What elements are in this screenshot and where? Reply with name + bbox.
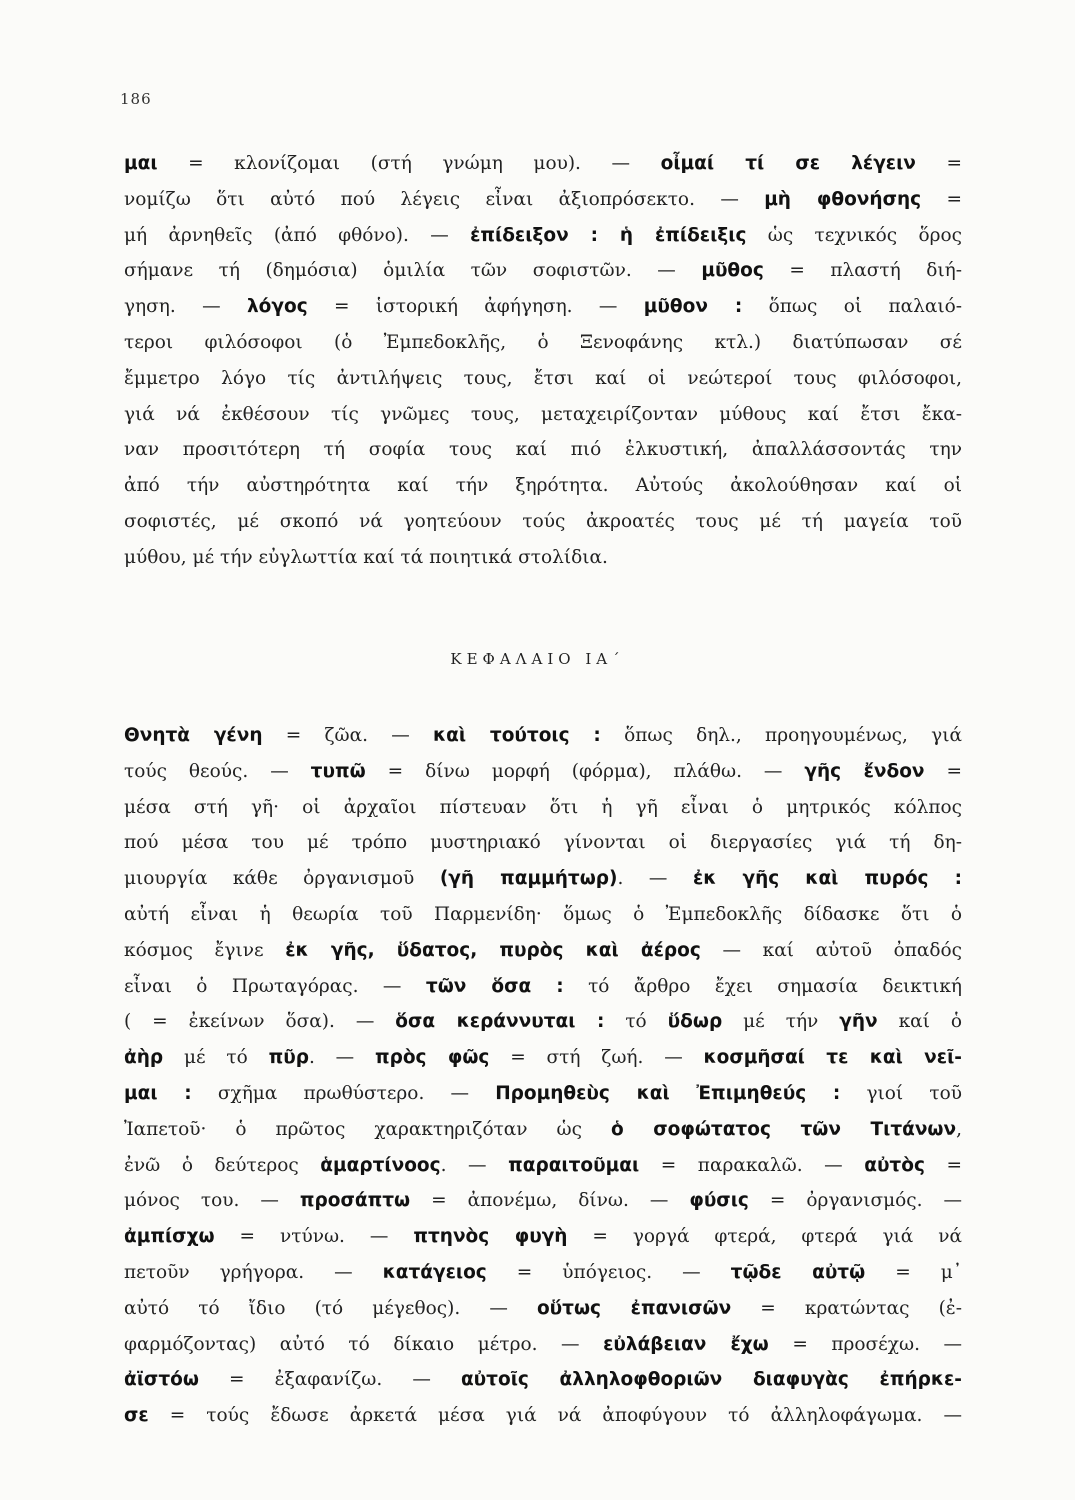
- gloss-text: μέ τήν: [722, 1011, 840, 1033]
- gloss-text: . —: [617, 868, 693, 890]
- gloss-text: = τούς ἔδωσε ἀρκετά μέσα γιά νά ἀποφύγουν τό ἀλληλοφάγωμα. —: [148, 1405, 962, 1427]
- lemma-term: οὕτως ἐπανισῶν: [536, 1297, 732, 1319]
- lemma-term: μαι: [124, 153, 158, 174]
- gloss-text: καί ὁ: [877, 1011, 962, 1033]
- gloss-text: — καί αὐτοῦ ὀπαδός: [700, 939, 962, 961]
- gloss-text: = κλονίζομαι (στή γνώμη μου). —: [157, 153, 661, 174]
- gloss-text: εἶναι ὁ Πρωταγόρας. —: [124, 975, 426, 997]
- glossary-paragraph-top: [124, 146, 962, 576]
- lemma-term: ὅσα κεράννυται :: [395, 1011, 605, 1033]
- gloss-text: σχῆμα πρωθύστερο. —: [191, 1082, 496, 1104]
- text-line: [124, 1076, 962, 1112]
- lemma-term: ἐκ γῆς, ὕδατος, πυρὸς καὶ ἀέρος: [285, 939, 701, 961]
- gloss-text: = στή ζωή. —: [489, 1047, 704, 1069]
- gloss-text: ὡς τεχνικός ὅρος: [746, 224, 962, 246]
- text-line: [124, 540, 962, 576]
- gloss-text: ἐνῶ ὁ δεύτερος: [124, 1154, 321, 1176]
- lemma-term: αὐτὸς: [864, 1154, 925, 1176]
- lemma-term: τῶν ὅσα :: [425, 975, 564, 997]
- gloss-text: = μ᾽: [865, 1261, 963, 1283]
- gloss-text: μόνος του. —: [124, 1190, 300, 1212]
- chapter-heading: ΚΕΦΑΛΑΙΟ ΙΑ΄: [450, 650, 625, 668]
- text-line: [124, 397, 962, 433]
- text-line: [124, 861, 962, 897]
- lemma-term: σε: [124, 1405, 149, 1427]
- text-line: [124, 1112, 962, 1148]
- lemma-term: προσάπτω: [299, 1190, 411, 1212]
- text-line: [124, 182, 962, 218]
- text-line: [124, 1004, 962, 1040]
- text-line: [124, 361, 962, 397]
- lemma-term: μῦθος: [701, 260, 764, 282]
- gloss-text: μύθου, μέ τήν εὐγλωττία καί τά ποιητικά στολίδια.: [124, 546, 608, 568]
- text-line: [124, 1327, 962, 1363]
- text-line: [124, 468, 962, 504]
- lemma-term: ἐκ γῆς καὶ πυρός :: [692, 868, 962, 890]
- text-line: [124, 1219, 962, 1255]
- text-line: [124, 253, 962, 289]
- lemma-term: παραιτοῦμαι: [508, 1154, 640, 1176]
- gloss-text: ,: [956, 1118, 963, 1140]
- text-line: [124, 1148, 962, 1184]
- gloss-text: = ντύνω. —: [214, 1226, 414, 1248]
- text-line: [124, 504, 962, 540]
- text-line: [124, 825, 962, 861]
- gloss-text: κόσμος ἔγινε: [124, 939, 286, 961]
- gloss-text: ἔμμετρο λόγο τίς ἀντιλήψεις τους, ἔτσι καί οἱ νεώτεροί τους φιλόσοφοι,: [124, 367, 962, 389]
- gloss-text: φαρμόζοντας) αὐτό τό δίκαιο μέτρο. —: [124, 1333, 604, 1355]
- gloss-text: μιουργία κάθε ὀργανισμοῦ: [124, 868, 440, 890]
- lemma-term: φύσις: [689, 1190, 749, 1212]
- text-line: [124, 218, 962, 254]
- lemma-term: λόγος: [246, 296, 308, 318]
- lemma-term: εὐλάβειαν ἔχω: [603, 1333, 769, 1355]
- gloss-text: = ἐξαφανίζω. —: [198, 1369, 461, 1391]
- lemma-term: μῦθον :: [643, 296, 743, 318]
- gloss-text: νομίζω ὅτι αὐτό πού λέγεις εἶναι ἀξιοπρόσεκτο. —: [124, 188, 765, 210]
- lemma-term: ἁμαρτίνοος: [320, 1154, 441, 1176]
- gloss-text: =: [924, 760, 962, 782]
- text-line: [124, 1398, 962, 1434]
- text-line: [124, 1255, 962, 1291]
- lemma-term: κατάγειος: [382, 1261, 487, 1283]
- text-line: [124, 897, 962, 933]
- gloss-text: τεροι φιλόσοφοι (ὁ Ἐμπεδοκλῆς, ὁ Ξενοφάνης κτλ.) διατύπωσαν σέ: [124, 331, 962, 353]
- text-line: [124, 969, 962, 1005]
- text-line: [124, 790, 962, 826]
- text-line: [124, 1362, 962, 1398]
- lemma-term: τυπῶ: [310, 760, 366, 782]
- gloss-text: γιά νά ἐκθέσουν τίς γνῶμες τους, μεταχειρίζονταν μύθους καί ἔτσι ἔκα-: [124, 403, 962, 425]
- gloss-text: μέσα στή γῆ· οἱ ἀρχαῖοι πίστευαν ὅτι ἡ γῆ εἶναι ὁ μητρικός κόλπος: [124, 796, 962, 818]
- lemma-term: οἶμαί τί σε λέγειν: [660, 153, 916, 174]
- lemma-term: ἐπίδειξον : ἡ ἐπίδειξις: [470, 224, 747, 246]
- lemma-term: πτηνὸς φυγὴ: [413, 1226, 568, 1248]
- lemma-term: μὴ φθονήσης: [764, 188, 922, 210]
- gloss-text: =: [924, 1154, 962, 1176]
- gloss-text: =: [921, 188, 962, 210]
- gloss-text: πού μέσα του μέ τρόπο μυστηριακό γίνονται οἱ διεργασίες γιά τή δη-: [124, 832, 962, 854]
- gloss-text: = ὀργανισμός. —: [748, 1190, 962, 1212]
- lemma-term: ἀϊστόω: [124, 1369, 199, 1391]
- gloss-text: =: [915, 153, 962, 174]
- lemma-term: Προμηθεὺς καὶ Ἐπιμηθεύς :: [495, 1082, 841, 1104]
- lemma-term: γῆς ἔνδον: [804, 760, 925, 782]
- gloss-text: τό: [604, 1011, 668, 1033]
- text-line: [124, 933, 962, 969]
- lemma-term: γῆν: [839, 1011, 878, 1033]
- text-line: [124, 718, 962, 754]
- text-line: [124, 754, 962, 790]
- gloss-text: ( = ἐκείνων ὅσα). —: [124, 1011, 396, 1033]
- text-line: [124, 1183, 962, 1219]
- text-line: [124, 146, 962, 182]
- gloss-text: = προσέχω. —: [768, 1333, 962, 1355]
- gloss-text: = γοργά φτερά, φτερά γιά νά: [567, 1226, 962, 1248]
- gloss-text: μέ τό: [163, 1047, 269, 1069]
- gloss-text: σοφιστές, μέ σκοπό νά γοητεύουν τούς ἀκροατές τους μέ τή μαγεία τοῦ: [124, 510, 962, 532]
- gloss-text: Ἰαπετοῦ· ὁ πρῶτος χαρακτηριζόταν ὡς: [124, 1118, 611, 1140]
- gloss-text: αὐτό τό ἴδιο (τό μέγεθος). —: [124, 1297, 537, 1319]
- gloss-text: = κρατώντας (ἐ-: [731, 1297, 962, 1319]
- lemma-term: πρὸς φῶς: [374, 1047, 490, 1069]
- lemma-term: ἀμπίσχω: [124, 1226, 215, 1248]
- lemma-term: (γῆ παμμήτωρ): [439, 868, 618, 890]
- gloss-text: μή ἀρνηθεῖς (ἀπό φθόνο). —: [124, 224, 471, 246]
- lemma-term: ὁ σοφώτατος τῶν Τιτάνων: [610, 1118, 957, 1140]
- gloss-text: τό ἄρθρο ἔχει σημασία δεικτική: [563, 975, 962, 997]
- lemma-term: μαι :: [124, 1082, 192, 1104]
- lemma-term: πῦρ: [268, 1047, 309, 1069]
- lemma-term: καὶ τούτοις :: [433, 725, 601, 746]
- gloss-text: = δίνω μορφή (φόρμα), πλάθω. —: [365, 760, 805, 782]
- gloss-text: γιοί τοῦ: [840, 1082, 962, 1104]
- lemma-term: τῷδε αὐτῷ: [730, 1261, 866, 1283]
- text-line: [124, 432, 962, 468]
- lemma-term: ὕδωρ: [667, 1011, 723, 1033]
- gloss-text: . —: [440, 1154, 509, 1176]
- gloss-text: τούς θεούς. —: [124, 760, 311, 782]
- gloss-text: πετοῦν γρήγορα. —: [124, 1261, 383, 1283]
- gloss-text: = ζῶα. —: [262, 725, 434, 746]
- gloss-text: = ἀπονέμω, δίνω. —: [410, 1190, 690, 1212]
- gloss-text: σήμανε τή (δημόσια) ὁμιλία τῶν σοφιστῶν. —: [124, 260, 702, 282]
- gloss-text: ὅπως οἱ παλαιό-: [742, 296, 962, 318]
- gloss-text: ἀπό τήν αὐστηρότητα καί τήν ξηρότητα. Αὐτούς ἀκολούθησαν καί οἱ: [124, 475, 962, 497]
- gloss-text: γηση. —: [124, 296, 247, 318]
- gloss-text: = παρακαλῶ. —: [639, 1154, 865, 1176]
- gloss-text: = πλαστή διή-: [763, 260, 962, 282]
- text-line: [124, 289, 962, 325]
- glossary-paragraph-chapter: [124, 718, 962, 1434]
- text-line: [124, 1040, 962, 1076]
- gloss-text: . —: [308, 1047, 375, 1069]
- gloss-text: ναν προσιτότερη τή σοφία τους καί πιό ἑλκυστική, ἀπαλλάσσοντάς την: [124, 439, 962, 461]
- lemma-term: αὐτοῖς ἀλληλοφθοριῶν διαφυγὰς ἐπήρκε-: [460, 1369, 962, 1391]
- lemma-term: κοσμῆσαί τε καὶ νεῖ-: [703, 1047, 962, 1069]
- page-number: 186: [120, 90, 152, 108]
- gloss-text: ὅπως δηλ., προηγουμένως, γιά: [600, 725, 962, 746]
- lemma-term: Θνητὰ γένη: [124, 725, 263, 746]
- gloss-text: = ἱστορική ἀφήγηση. —: [307, 296, 644, 318]
- gloss-text: = ὑπόγειος. —: [486, 1261, 731, 1283]
- text-line: [124, 1291, 962, 1327]
- lemma-term: ἀὴρ: [124, 1047, 164, 1069]
- text-line: [124, 325, 962, 361]
- gloss-text: αὐτή εἶναι ἡ θεωρία τοῦ Παρμενίδη· ὅμως ὁ Ἐμπεδοκλῆς δίδασκε ὅτι ὁ: [124, 903, 962, 925]
